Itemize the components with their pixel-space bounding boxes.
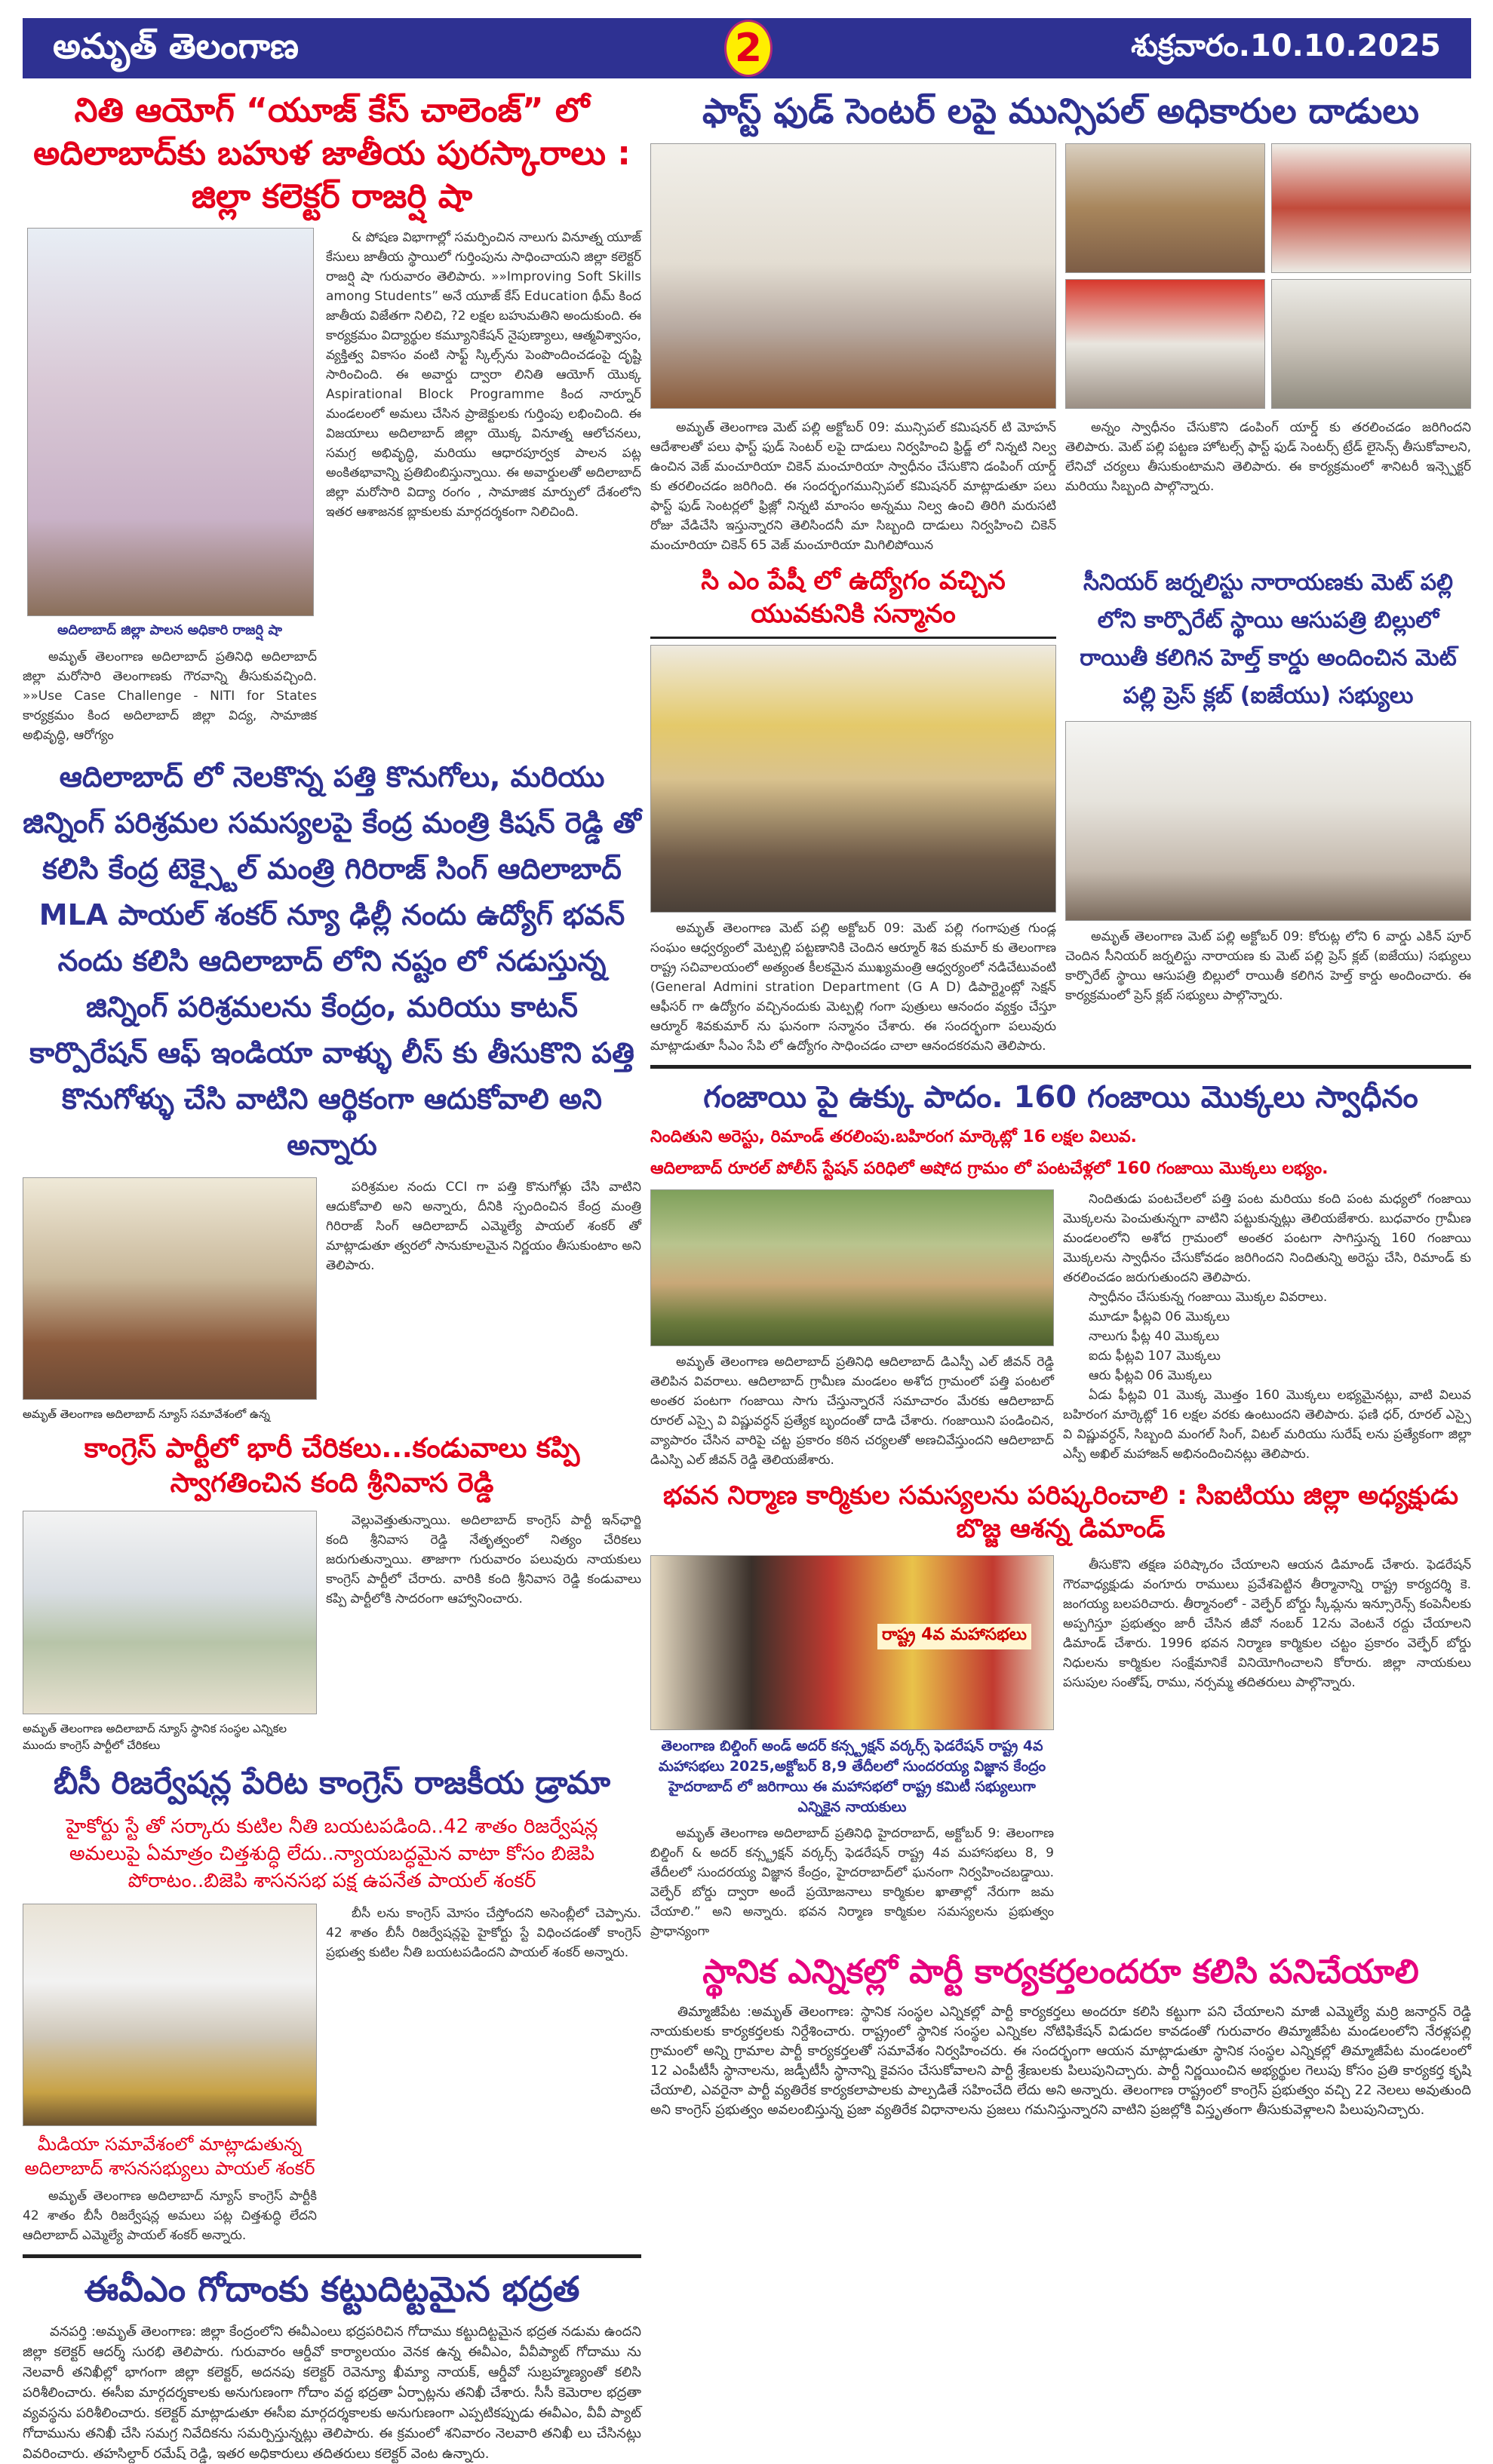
niti-body-right: & పోషణ విభాగాల్లో సమర్పించిన నాలుగు వినూత్న యూజ్ కేసులు జాతీయ స్థాయిలో గుర్తింపును సాధించాయని జిల్లా కలెక్టర్ రాజర్షి షా గురువారం తెలిపారు. »»Improving Soft Skills among Students” అనే యూజ్ కేస్ Education థీమ్ కింద జాతీయ విజేతగా నిలిచి, ?2 లక్షల బహుమతిని అందుకుంది. ఈ కార్యక్రమం విద్యార్థుల కమ్యూనికేషన్ నైపుణ్యాలు, ఆత్మవిశ్వాసం, వ్యక్తిత్వ వికాసం వంటి సాఫ్ట్ స్కిల్స్‌ను పెంపొందించడంపై దృష్టి సారించింది. ఈ అవార్డు ద్వారా లినితి ఆయోగ్ యొక్క Aspirational Block Programme కింద నార్నూర్ మండలంలో అమలు చేసిన ప్రాజెక్టులకు గుర్తింపు లభించింది. ఈ విజయాలు అదిలాబాద్ జిల్లా యొక్క వినూత్న ఆలోచనలు, సమగ్ర అభివృద్ధి, మరియు ఆధారపూర్వక పాలన పట్ల అంకితభావాన్ని ప్రతిబింబిస్తున్నాయి. ఈ అవార్డులతో అదిలాబాద్ జిల్లా మరోసారి విద్యా రంగం , సామాజిక మార్పులో దేశంలోని ఇతర ఆశాజనక బ్లాకులకు మార్గదర్శకంగా నిలిచింది.	[326, 229, 641, 520]
fastfood-photo-3	[1271, 143, 1471, 273]
bc-subhead: హైకోర్టు స్టే తో సర్కారు కుటిల నీతి బయటపడింది..42 శాతం రిజర్వేషన్ల అమలుపై ఏమాత్రం చిత్తశుద్ధి లేదు..న్యాయబద్ధమైన వాటా కోసం బిజెపి పోరాటం..బిజెపి శాసనసభ పక్ష ఉపనేత పాయల్ శంకర్	[66, 1815, 598, 1892]
congress-joining-photo	[23, 1511, 317, 1714]
bc-headline: బీసీ రిజర్వేషన్ల పేరిట కాంగ్రెస్ రాజకీయ డ్రామా	[53, 1764, 610, 1802]
ganja-seizure-photo	[650, 1189, 1054, 1346]
congress-headline: కాంగ్రెస్ పార్టీలో భారీ చేరికలు...కండువాలు కప్పి స్వాగతించిన కంది శ్రీనివాస రెడ్డి	[84, 1432, 580, 1499]
construction-headline: భవన నిర్మాణ కార్మికుల సమస్యలను పరిష్కరించాలి : సిఐటియు జిల్లా అధ్యక్షుడు బొజ్జ ఆశన్న డిమాండ్	[663, 1481, 1458, 1545]
congress-article	[23, 1511, 641, 1754]
construction-body-left: అమృత్ తెలంగాణ అదిలాబాద్ ప్రతినిధి హైదరాబాద్, అక్టోబర్ 9: తెలంగాణ బిల్డింగ్ & అదర్ కన్స్ట్రక్షన్ వర్కర్స్ ఫెడరేషన్ రాష్ట్ర 4వ మహాసభలు 8, 9 తేదీలలో సుందరయ్య విజ్ఞాన కేంద్రం, హైదరాబాద్‌లో ఘనంగా నిర్వహించబడ్డాయి. వెల్ఫేర్ బోర్డు ద్వారా అందే ప్రయోజనాలు కార్మికుల ఖాతాల్లో నేరుగా జమ చేయాలి.” అని అన్నారు. భవన నిర్మాణ కార్మికుల సమస్యలను ప్రభుత్వం ప్రాధాన్యంగా	[650, 1825, 1054, 1939]
bc-body-left: అమృత్ తెలంగాణ అదిలాబాద్ న్యూస్ కాంగ్రెస్ పార్టీకి 42 శాతం బీసీ రిజర్వేషన్ల అమలు పట్ల చిత్తశుద్ధి లేదని ఆదిలాబాద్ ఎమ్మెల్యే పాయల్ శంకర్ అన్నారు.	[23, 2188, 317, 2243]
niti-article	[23, 228, 641, 745]
ganja-detail-item: నాలుగు ఫీట్ల 40 మొక్కలు	[1089, 1329, 1220, 1345]
ganja-article	[650, 1189, 1471, 1470]
cm-office-body: అమృత్ తెలంగాణ మెట్ పల్లి అక్టోబర్ 09: మెట్ పల్లి గంగాపుత్ర గుండ్ల సంఘం ఆధ్వర్యంలో మెట్పల్లి పట్టణానికి చెందిన ఆర్మూర్ శివ కుమార్ కు తెలంగాణ రాష్ట్ర సచివాలయంలో అత్యంత కీలకమైన ముఖ్యమంత్రి ఆధ్వర్యంలో నడిచేటువంటి (General Admini stration Department (G A D) డిపార్ట్మెంట్లో సెక్షన్ ఆఫీసర్ గా ఉద్యోగం వచ్చినందుకు మెట్పల్లి గంగా పుత్రులు ఆనందం వ్యక్తం చేస్తూ ఆర్మూర్ శివకుమార్ ను ఘనంగా సన్మానం చేశారు. ఈ సందర్భంగా పలువురు మాట్లాడుతూ సీఎం సేపి లో ఉద్యోగం సాధించడం చాలా ఆనందకరమని తెలిపారు.	[650, 921, 1056, 1054]
masthead	[23, 18, 1471, 78]
bc-body-right: బీసీ లను కాంగ్రెస్ మోసం చేస్తోందని అసెంబ్లీలో చెప్పాను. 42 శాతం బీసీ రిజర్వేషన్లపై హైకోర్టు స్టే విధించడంతో కాంగ్రెస్ ప్రభుత్వ కుటిల నీతి బయటపడిందని పాయల్ శంకర్ అన్నారు.	[326, 1905, 641, 1960]
journalist-headline: సీనియర్ జర్నలిస్టు నారాయణకు మెట్ పల్లి లోని కార్పొరేట్ స్థాయి ఆసుపత్రి బిల్లులో రాయితీ కలిగిన హెల్త్ కార్డు అందించిన మెట్ పల్లి ప్రెస్ క్లబ్ (ఐజేయు) సభ్యులు	[1080, 569, 1457, 709]
felicitation-photo	[650, 645, 1056, 913]
ganja-body-left: అమృత్ తెలంగాణ అదిలాబాద్ ప్రతినిధి ఆదిలాబాద్ డిఎస్పీ ఎల్ జీవన్ రెడ్డి తెలిపిన వివరాలు. ఆదిలాబాద్ గ్రామీణ మండలం అశోద గ్రామంలో పత్తి పంటలో అంతర పంటగా గంజాయి సాగు చేస్తున్నారనే సమాచారం మేరకు ఆదిలాబాద్ రూరల్ ఎస్సై వి విష్ణువర్ధన్ ప్రత్యేక బృందంతో దాడి చేశారు. గంజాయిని పండించిన, వ్యాపారం చేసిన వారిపై చట్ట ప్రకారం కఠిన చర్యలతో అణచివేస్తుందని ఆదిలాబాద్ డిఎస్పి ఎల్ జీవన్ రెడ్డి తెలియజేశారు.	[650, 1355, 1054, 1468]
niti-headline: నితి ఆయోగ్ “యూజ్ కేస్ చాలెంజ్” లో అదిలాబాద్‌కు బహుళ జాతీయ పురస్కారాలు : జిల్లా కలెక్టర్ రాజర్షి షా	[33, 91, 631, 216]
local-polls-headline: స్థానిక ఎన్నికల్లో పార్టీ కార్యకర్తలందరూ కలిసి పనిచేయాలి	[702, 1952, 1419, 1991]
fastfood-text	[650, 418, 1471, 555]
fastfood-headline: ఫాస్ట్ ఫుడ్ సెంటర్ లపై మున్సిపల్ అధికారుల దాడులు	[702, 91, 1419, 131]
photo-top-rule	[650, 637, 1056, 639]
evm-headline: ఈవీఎం గోదాంకు కట్టుదిట్టమైన భద్రత	[84, 2268, 580, 2309]
local-polls-body: తిమ్మాజీపేట :అమృత్ తెలంగాణ: స్థానిక సంస్థల ఎన్నికల్లో పార్టీ కార్యకర్తలు అందరూ కలిసి కట్టుగా పని చేయాలని మాజీ ఎమ్మెల్యే మర్రి జనార్దన్ రెడ్డి నాయకులకు కార్యకర్తలకు నిర్దేశించారు. రాష్ట్రంలో స్థానిక సంస్థల ఎన్నికల నోటిఫికేషన్ విడుదల కావడంతో గురువారం తిమ్మాజీపేట మండలంలోని నేరళ్లపల్లి గ్రామంలో అన్ని గ్రామాల పార్టీ కార్యకర్తలతో సమావేశం నిర్వహించరు. ఈ సందర్భంగా ఆయన మాట్లాడుతూ స్థానిక సంస్థల ఎన్నికల్లో తిమ్మాజీపేట మండలంలో 12 ఎంపీటీసీ స్థానాలను, జడ్పీటీసీ స్థానాన్ని కైవసం చేసుకోవాలని పార్టీ శ్రేణులకు పిలుపునిచ్చారు. పార్టీ నిర్ణయించిన అభ్యర్థుల గెలుపు కోసం ప్రతి కార్యకర్త కృషి చేయాలి, ఎవరైనా పార్టీ వ్యతిరేక కార్యకలాపాలకు పాల్పడితే సహించేది లేదు అని అన్నారు. తెలంగాణ రాష్ట్రంలో కాంగ్రెస్ ప్రభుత్వం వచ్చి 22 నెలలు అవుతుంది అని కాంగ్రెస్ ప్రభుత్వం అవలంబిస్తున్న ప్రజా వ్యతిరేక విధానాలను ప్రజలు గమనిస్తున్నారని వాటిని ప్రజల్లోకి విస్తృతంగా తీసుకువెళ్లాలని పిలుపునిచ్చారు.	[650, 2003, 1471, 2118]
ganja-subhead-1: నిందితుని అరెస్టు, రిమాండ్ తరలింపు.బహిరంగ మార్కెట్లో 16 లక్షల విలువ.	[650, 1128, 1137, 1147]
newspaper-logo: అమృత్ తెలంగాణ	[53, 26, 299, 66]
left-column	[23, 89, 641, 2464]
fastfood-photo-5	[1271, 279, 1471, 409]
congress-photo-caption: అమృత్ తెలంగాణ అదిలాబాద్ న్యూస్ స్థానిక సంస్థల ఎన్నికల ముందు కాంగ్రెస్ పార్టీలో చేరికలు	[23, 1722, 287, 1753]
fastfood-photos	[650, 143, 1471, 409]
ganja-details-title: స్వాధీనం చేసుకున్న గంజాయి మొక్కల వివరాలు.	[1089, 1290, 1328, 1306]
page-number-badge: 2	[724, 20, 773, 77]
health-card-photo	[1065, 721, 1471, 921]
ganja-detail-item: ఆరు ఫీట్లవి 06 మొక్కలు	[1089, 1368, 1212, 1384]
ganja-detail-item: ఐదు ఫీట్లవి 107 మొక్కలు	[1089, 1349, 1221, 1364]
ganja-body-right: నిందితుడు పంటచేలలో పత్తి పంట మరియు కంది పంట మధ్యలో గంజాయి మొక్కలను పెంచుతున్నగా వాటిని పట్టుకున్నట్లు తెలియజేశారు. బుధవారం గ్రామీణ మండలంలోని అశోద గ్రామంలో అంతర పంటగా సాగిస్తున్న 160 గంజాయి మొక్కలను స్వాధీనం చేసుకోవడం జరిగిందని నిందితున్ని అరెస్టు చేసి, రిమాండ్ కు తరలించడం జరుగుతుందని తెలిపారు. స్వాధీనం చేసుకున్న గంజాయి మొక్కల వివరాలు. మూడూ ఫీట్లవి 06 మొక్కలు నాలుగు ఫీట్ల 40 మొక్కలు ఐదు ఫీట్లవి 107 మొక్కలు ఆరు ఫీట్లవి 06 మొక్కలు ఏడు ఫీట్లవి 01 మొక్క మొత్తం 160 మొక్కలు లభ్యమైనట్లు, వాటి విలువ బహిరంగ మార్కెట్లో 16 లక్షల వరకు ఉంటుందని తెలిపారు. ఫణి ధర్, రూరల్ ఎస్సై వి విష్ణువర్ధన్, సిబ్బంది మంగల్ సింగ్, విటల్ మరియు సురేష్ లను ప్రత్యేకంగా జిల్లా ఎస్పీ అఖిల్ మహాజన్ అభినందించినట్లు తెలిపారు.	[1063, 1192, 1471, 1462]
cotton-headline: ఆదిలాబాద్ లో నెలకొన్న పత్తి కొనుగోలు, మరియు జిన్నింగ్ పరిశ్రమల సమస్యలపై కేంద్ర మంత్రి కిషన్ రెడ్డి తో కలిసి కేంద్ర టెక్స్టైల్ మంత్రి గిరిరాజ్ సింగ్ ఆదిలాబాద్ MLA పాయల్ శంకర్ న్యూ ఢిల్లీ నందు ఉద్యోగ్ భవన్ నందు కలిసి ఆదిలాబాద్ లోని నష్టం లో నడుస్తున్న జిన్నింగ్ పరిశ్రమలను కేంద్రం, మరియు కాటన్ కార్పొరేషన్ ఆఫ్ ఇండియా వాళ్ళు లీస్ కు తీసుకొని పత్తి కొనుగోళ్ళు చేసి వాటిని ఆర్థికంగా ఆదుకోవాలి అని అన్నారు	[23, 759, 641, 1161]
evm-body: వనపర్తి :అమృత్ తెలంగాణ: జిల్లా కేంద్రంలోని ఈవీఎంలు భద్రపరిచిన గోదాము కట్టుదిట్టమైన భద్రత నడుమ ఉందని జిల్లా కలెక్టర్ ఆదర్శ్ సురభి తెలిపారు. గురువారం ఆర్డీవో కార్యాలయం వెనక ఉన్న ఈవీఎం, వీవీప్యాట్ గోదాము ను నెలవారీ తనిఖీల్లో భాగంగా జిల్లా కలెక్టర్, అదనపు కలెక్టర్ రెవెన్యూ ఖీమ్యా నాయక్, ఆర్డీవో సుబ్రహ్మణ్యంతో కలిసి పరిశీలించారు. ఈసీఐ మార్గదర్శకాలకు అనుగుణంగా గోదాం వద్ద భద్రతా ఏర్పాట్లను తనిఖీ చేశారు. సీసీ కెమెరాల భద్రతా వ్యవస్థను పరిశీలించారు. కలెక్టర్ మాట్లాడుతూ ఈసీఐ మార్గదర్శకాలకు అనుగుణంగా ఎప్పటికప్పుడు ఈవీఎం, వీవీ ప్యాట్ గోదామును తనిఖీ చేసి సమగ్ర నివేదికను సమర్పిస్తున్నట్లు తెలిపారు. ఈ క్రమంలో శనివారం నెలవారి తనిఖీ లు చేసినట్లు వివరించారు. తహసిల్దార్ రమేష్ రెడ్డి, ఇతర అధికారులు తదితరులు కలెక్టర్ వెంట ఉన్నారు.	[23, 2323, 641, 2462]
bc-photo-caption: మీడియా సమావేశంలో మాట్లాడుతున్న అదిలాబాద్ శాసనసభ్యులు పాయల్ శంకర్	[24, 2133, 315, 2179]
cotton-meeting-photo	[23, 1177, 317, 1400]
issue-date: శుక్రవారం.10.10.2025	[1131, 29, 1441, 63]
niti-body-left: అమృత్ తెలంగాణ అదిలాబాద్ ప్రతినిధి అదిలాబాద్ జిల్లా మరోసారి తెలంగాణకు గౌరవాన్ని తీసుకువచ్చింది. »»Use Case Challenge - NITI for States కార్యక్రమం కింద అదిలాబాద్ జిల్లా విద్య, సామాజిక అభివృద్ధి, ఆరోగ్యం	[23, 649, 317, 743]
photo-banner-text: రాష్ట్ర 4వ మహాసభలు	[877, 1624, 1031, 1649]
construction-article	[650, 1555, 1471, 1941]
ganja-detail-item: మూడూ ఫీట్లవి 06 మొక్కలు	[1089, 1309, 1230, 1325]
cm-office-headline: సి ఎం పేషీ లో ఉద్యోగం వచ్చిన యువకునికి సన్మానం	[701, 565, 1006, 629]
bc-press-meet-photo	[23, 1904, 317, 2126]
congress-body: వెల్లువెత్తుతున్నాయి. అదిలాబాద్ కాంగ్రెస్ పార్టీ ఇన్‌ఛార్జి కంది శ్రీనివాస రెడ్డి నేతృత్వంలో నిత్యం చేరికలు జరుగుతున్నాయి. తాజాగా గురువారం పలువురు నాయకులు కాంగ్రెస్ పార్టీలో చేరారు. వారికి కంది శ్రీనివాస రెడ్డి కండువాలు కప్పి పార్టీలోకి సాదరంగా ఆహ్వానించారు.	[326, 1513, 641, 1607]
bc-article	[23, 1904, 641, 2245]
metpalli-articles	[650, 564, 1471, 1056]
section-divider	[23, 2254, 641, 2258]
construction-body-right: తీసుకొని తక్షణ పరిష్కారం చేయాలని ఆయన డిమాండ్ చేశారు. ఫెడరేషన్ గౌరవాధ్యక్షుడు వంగూరు రాములు ప్రవేశపెట్టిన తీర్మానాన్ని రాష్ట్ర కార్యదర్శి కె. జంగయ్య బలపరిచారు. తీర్మానంలో - వెల్ఫేర్ బోర్డు స్కీమ్లను ఇన్సూరెన్స్ కంపెనీలకు అప్పగిస్తూ ప్రభుత్వం జారీ చేసిన జీవో నంబర్ 12ను వెంటనే రద్దు చేయాలని డిమాండ్ చేశారు. 1996 భవన నిర్మాణ కార్మికుల చట్టం ప్రకారం వెల్ఫేర్ బోర్డు నిధులను కార్మికుల సంక్షేమానికే వినియోగించాలని కోరారు. జిల్లా నాయకులు పసుపుల సంతోష్, రాము, నర్సమ్మ తదితరులు పాల్గొన్నారు.	[1063, 1557, 1471, 1690]
cotton-body: పరిశ్రమల నందు CCI గా పత్తి కొనుగోళ్లు చేసి వాటిని ఆదుకోవాలి అని అన్నారు, దీనికి స్పందించిన కేంద్ర మంత్రి గిరిరాజ్ సింగ్ ఆదిలాబాద్ ఎమ్మెల్యే పాయల్ శంకర్ తో మాట్లాడుతూ త్వరలో సానుకూలమైన నిర్ణయం తీసుకుంటాం అని తెలిపారు.	[326, 1179, 641, 1273]
cotton-photo-caption: అమృత్ తెలంగాణ అదిలాబాద్ న్యూస్ సమావేశంలో ఉన్న	[23, 1407, 270, 1421]
fastfood-photo-2	[1065, 143, 1265, 273]
fastfood-body-right: అన్నం స్వాధీనం చేసుకొని డంపింగ్ యార్డ్ కు తరలించడం జరిగిందని తెలిపారు. మెట్ పల్లి పట్టణ హోటల్స్ ఫాస్ట్ ఫుడ్ సెంటర్స్ ట్రేడ్ లైసెన్స్ తీసుకోవాలని, లేనిచో చర్యలు తీసుకుంటామని తెలిపారు. ఈ కార్యక్రమంలో శానిటరీ ఇన్స్పెక్టర్ మరియు సిబ్బంది పాల్గొన్నారు.	[1065, 419, 1471, 494]
construction-photo-caption: తెలంగాణ బిల్డింగ్ అండ్ అదర్ కన్స్ట్రక్షన్ వర్కర్స్ ఫెడరేషన్ రాష్ట్ర 4వ మహాసభలు 2025,అక్టోబర్ 8,9 తేదీలలో సుందరయ్య విజ్ఞాన కేంద్రం హైదరాబాద్ లో జరిగాయి ఈ మహాసభలో రాష్ట్ర కమిటీ సభ్యులుగా ఎన్నికైన నాయకులు	[658, 1737, 1046, 1815]
section-divider	[650, 1065, 1471, 1069]
collector-photo	[27, 228, 314, 616]
cotton-article	[23, 1177, 641, 1422]
ganja-subhead-2: ఆదిలాబాద్ రూరల్ పోలీస్ స్టేషన్ పరిధిలో అషోద గ్రామం లో పంటచేళ్లలో 160 గంజాయి మొక్కలు లభ్యం.	[650, 1159, 1329, 1179]
fastfood-photo-4	[1065, 279, 1265, 409]
right-column	[650, 89, 1471, 2120]
construction-federation-photo	[650, 1555, 1054, 1730]
fastfood-body-left: అమృత్ తెలంగాణ మెట్ పల్లి అక్టోబర్ 09: మున్సిపల్ కమిషనర్ టి మోహన్ ఆదేశాలతో పలు ఫాస్ట్ ఫుడ్ సెంటర్ లపై దాడులు నిర్వహించి ఫ్రిడ్జ్ లో నిన్నటి నిల్వ ఉంచిన వెజ్ మంచూరియా చికెన్ మంచూరియా స్వాధీనం చేసుకొని డంపింగ్ యార్డ్ కు తరలించడం జరిగింది. ఈ సందర్భంగమున్సిపల్ కమిషనర్ మాట్లాడుతూ పలు ఫాస్ట్ ఫుడ్ సెంటర్లలో ఫ్రిజ్లో నిన్నటి మాంసం అన్నము నిల్వ ఉంచి తిరిగి మరుసటి రోజు వేడిచేసి ఇస్తున్నారని తెలిసిందనీ మా సిబ్బంది దాడులు నిర్వహించి చికెన్ మంచూరియా చికెన్ 65 వెజ్ మంచూరియా మిగిలిపోయిన	[650, 419, 1056, 553]
journalist-body: అమృత్ తెలంగాణ మెట్ పల్లి అక్టోబర్ 09: కోరుట్ల లోని 6 వార్డు ఎకిన్ పూర్ చెందిన సీనియర్ జర్నలిస్టు నారాయణ కు మెట్ పల్లి ప్రెస్ క్లబ్ (ఐజేయు) సభ్యులు కార్పొరేట్ స్థాయి ఆసుపత్రి బిల్లులో రాయితీ కలిగిన హెల్త్ కార్డు అందించారు. ఈ కార్యక్రమంలో ప్రెస్ క్లబ్ సభ్యులు పాల్గొన్నారు.	[1065, 928, 1471, 1003]
collector-photo-caption: అదిలాబాద్ జిల్లా పాలన అధికారి రాజర్షి షా	[57, 621, 282, 638]
fastfood-raid-photo	[650, 143, 1056, 409]
ganja-headline: గంజాయి పై ఉక్కు పాదం. 160 గంజాయి మొక్కలు స్వాధీనం	[703, 1080, 1418, 1115]
